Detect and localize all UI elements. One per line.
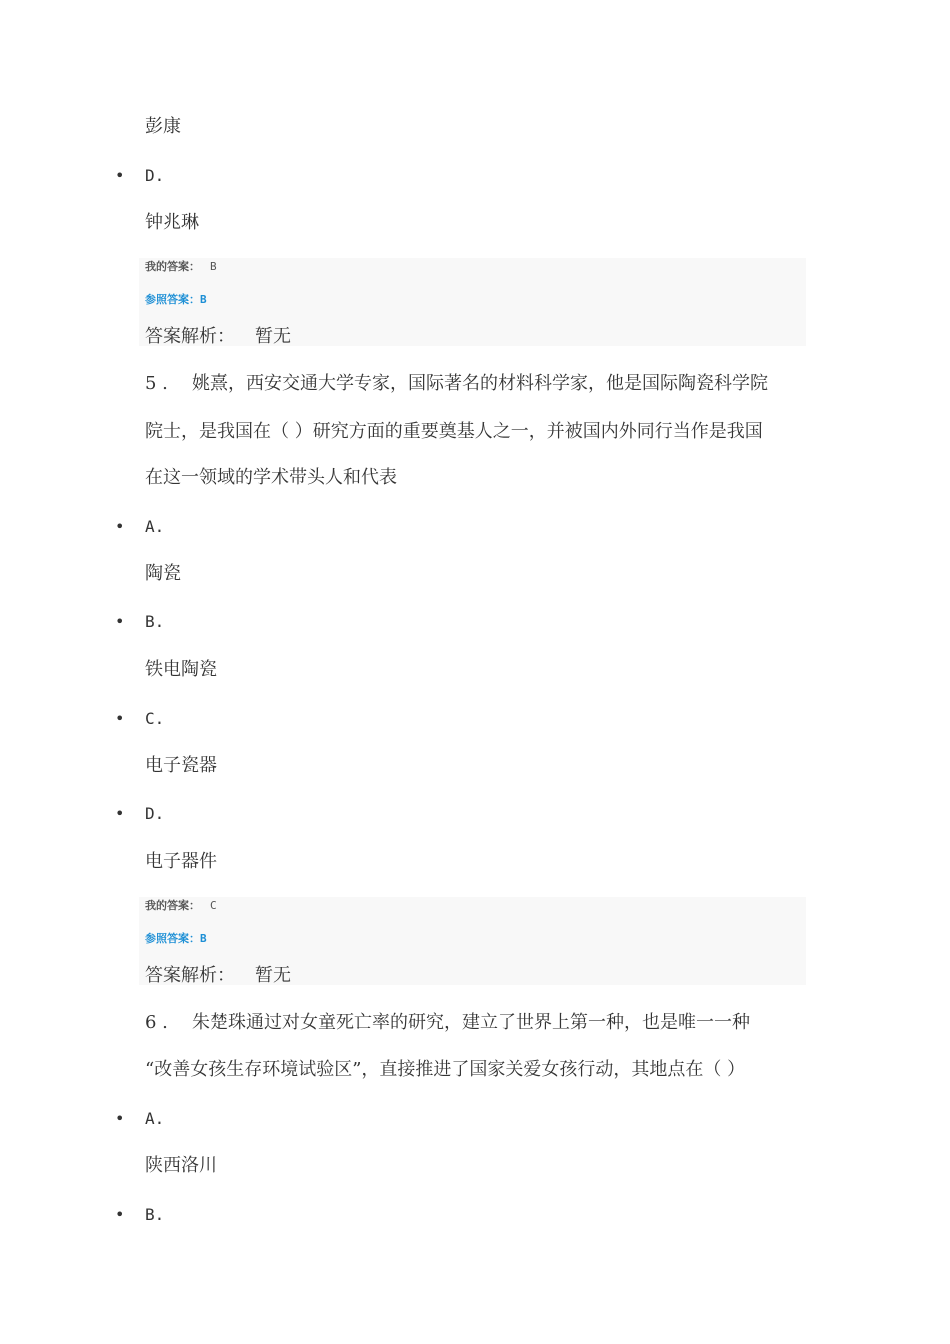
q6-option-a-bullet: • bbox=[115, 1109, 125, 1128]
q5-stem-line2: 院士，是我国在（ ）研究方面的重要奠基人之一，并被国内外同行当作是我国 bbox=[145, 421, 763, 442]
q6-option-b-letter[interactable]: B. bbox=[145, 1205, 165, 1224]
q5-ref-answer-label: 参照答案： bbox=[145, 932, 200, 945]
q5-option-c-letter[interactable]: C. bbox=[145, 709, 165, 728]
q5-my-answer bbox=[145, 899, 217, 913]
q5-ref-answer bbox=[145, 932, 207, 946]
q4-option-d-letter[interactable]: D. bbox=[145, 166, 165, 185]
q6-option-a-letter[interactable]: A. bbox=[145, 1109, 165, 1128]
q4-my-answer bbox=[145, 260, 217, 274]
q5-option-d-bullet: • bbox=[115, 804, 125, 823]
q4-analysis bbox=[145, 326, 291, 348]
q4-option-c-text: 彭康 bbox=[145, 116, 181, 137]
q5-option-b-text: 铁电陶瓷 bbox=[145, 659, 217, 680]
q5-analysis-value: 暂无 bbox=[255, 965, 291, 986]
q5-number: 5 . bbox=[145, 373, 168, 394]
q4-analysis-label: 答案解析： bbox=[145, 326, 235, 347]
q4-my-answer-value: B bbox=[210, 260, 217, 273]
q5-stem-line3: 在这一领域的学术带头人和代表 bbox=[145, 467, 397, 488]
q4-ref-answer-value: B bbox=[200, 293, 207, 306]
q5-my-answer-label: 我的答案： bbox=[145, 899, 200, 912]
q6-stem-line2: “改善女孩生存环境试验区”，直接推进了国家关爱女孩行动，其地点在（ ） bbox=[145, 1059, 746, 1080]
q4-ref-answer bbox=[145, 293, 207, 307]
q5-option-d-letter[interactable]: D. bbox=[145, 804, 165, 823]
q4-ref-answer-label: 参照答案： bbox=[145, 293, 200, 306]
q5-option-a-bullet: • bbox=[115, 517, 125, 536]
q4-my-answer-label: 我的答案： bbox=[145, 260, 200, 273]
q5-option-b-letter[interactable]: B. bbox=[145, 612, 165, 631]
q5-option-a-letter[interactable]: A. bbox=[145, 517, 165, 536]
q4-option-d-bullet: • bbox=[115, 166, 125, 185]
q5-analysis bbox=[145, 965, 291, 987]
q5-option-c-bullet: • bbox=[115, 709, 125, 728]
q5-option-c-text: 电子瓷器 bbox=[145, 755, 217, 776]
q5-option-a-text: 陶瓷 bbox=[145, 563, 181, 584]
q5-stem-line1: 姚熹，西安交通大学专家，国际著名的材料科学家，他是国际陶瓷科学院 bbox=[192, 373, 768, 394]
q4-option-d-text: 钟兆琳 bbox=[145, 212, 199, 233]
q5-ref-answer-value: B bbox=[200, 932, 207, 945]
q6-number: 6 . bbox=[145, 1012, 168, 1033]
q5-analysis-label: 答案解析： bbox=[145, 965, 235, 986]
q6-option-a-text: 陕西洛川 bbox=[145, 1155, 217, 1176]
q4-analysis-value: 暂无 bbox=[255, 326, 291, 347]
q5-option-d-text: 电子器件 bbox=[145, 851, 217, 872]
q5-option-b-bullet: • bbox=[115, 612, 125, 631]
q6-option-b-bullet: • bbox=[115, 1205, 125, 1224]
q6-stem-line1: 朱楚珠通过对女童死亡率的研究，建立了世界上第一种，也是唯一一种 bbox=[192, 1012, 750, 1033]
q5-my-answer-value: C bbox=[210, 899, 217, 912]
